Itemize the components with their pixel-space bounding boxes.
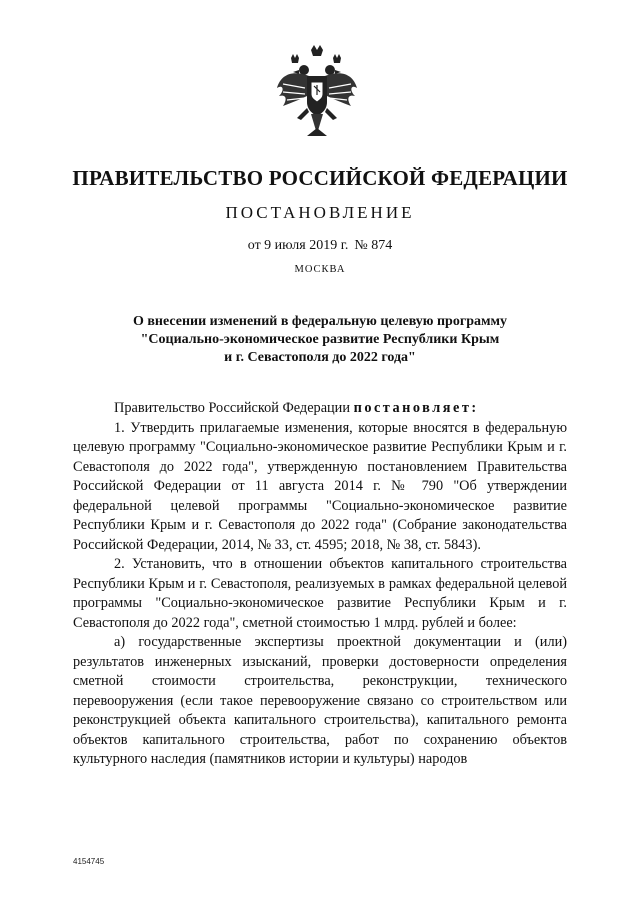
document-date-line (0, 238, 640, 254)
document-date: от 9 июля 2019 г. (247, 238, 349, 253)
document-city: МОСКВА (294, 264, 346, 275)
body-intro (73, 399, 567, 419)
document-number: № 874 (354, 238, 393, 253)
body-paragraph-2: 2. Установить, что в отношении объектов капитального строительства Республики Крым и г. Севастополя, реализуемых в рамках федеральной целевой программы "Социально-экономическое развитие Республики Крым и г. Севастополя до 2022 года", сметной стоимостью 1 млрд. рублей и более: (73, 556, 567, 631)
document-type: ПОСТАНОВЛЕНИЕ (225, 203, 415, 222)
body-paragraph-3: а) государственные экспертизы проектной документации и (или) результатов инженерных изысканий, проверки достоверности определения сметной стоимости строительства, реконструкции, технического перевооружения (если такое перевооружение связано со строительством или реконструкцией объекта капитального строительства), капитального ремонта объектов капитального строительства, работ по сохранению объектов культурного наследия (памятников истории и культуры) народов (73, 634, 567, 767)
subject-line-2: "Социально-экономическое развитие Республики Крым (140, 332, 500, 347)
subject-line-1: О внесении изменений в федеральную целевую программу (132, 314, 508, 329)
body-paragraph-1: 1. Утвердить прилагаемые изменения, которые вносятся в федеральную целевую программу "Социально-экономическое развитие Республики Крым и г. Севастополя до 2022 года", утвержденную постановлением Правительства Российской Федерации от 11 августа 2014 г. № 790 "Об утверждении федеральной целевой программы "Социально-экономическое развитие Республики Крым и г. Севастополя до 2022 года" (Собрание законодательства Российской Федерации, 2014, № 33, ст. 4595; 2018, № 38, ст. 5843). (73, 419, 567, 553)
intro-verb: постановляет: (353, 400, 479, 416)
document-body (73, 399, 567, 770)
footer-document-code: 4154745 (73, 857, 105, 866)
subject-line-3: и г. Севастополя до 2022 года" (224, 350, 416, 365)
intro-text: Правительство Российской Федерации (114, 400, 350, 416)
document-subject (0, 313, 640, 367)
russian-coat-of-arms-icon (273, 44, 361, 140)
government-title: ПРАВИТЕЛЬСТВО РОССИЙСКОЙ ФЕДЕРАЦИИ (72, 166, 568, 190)
